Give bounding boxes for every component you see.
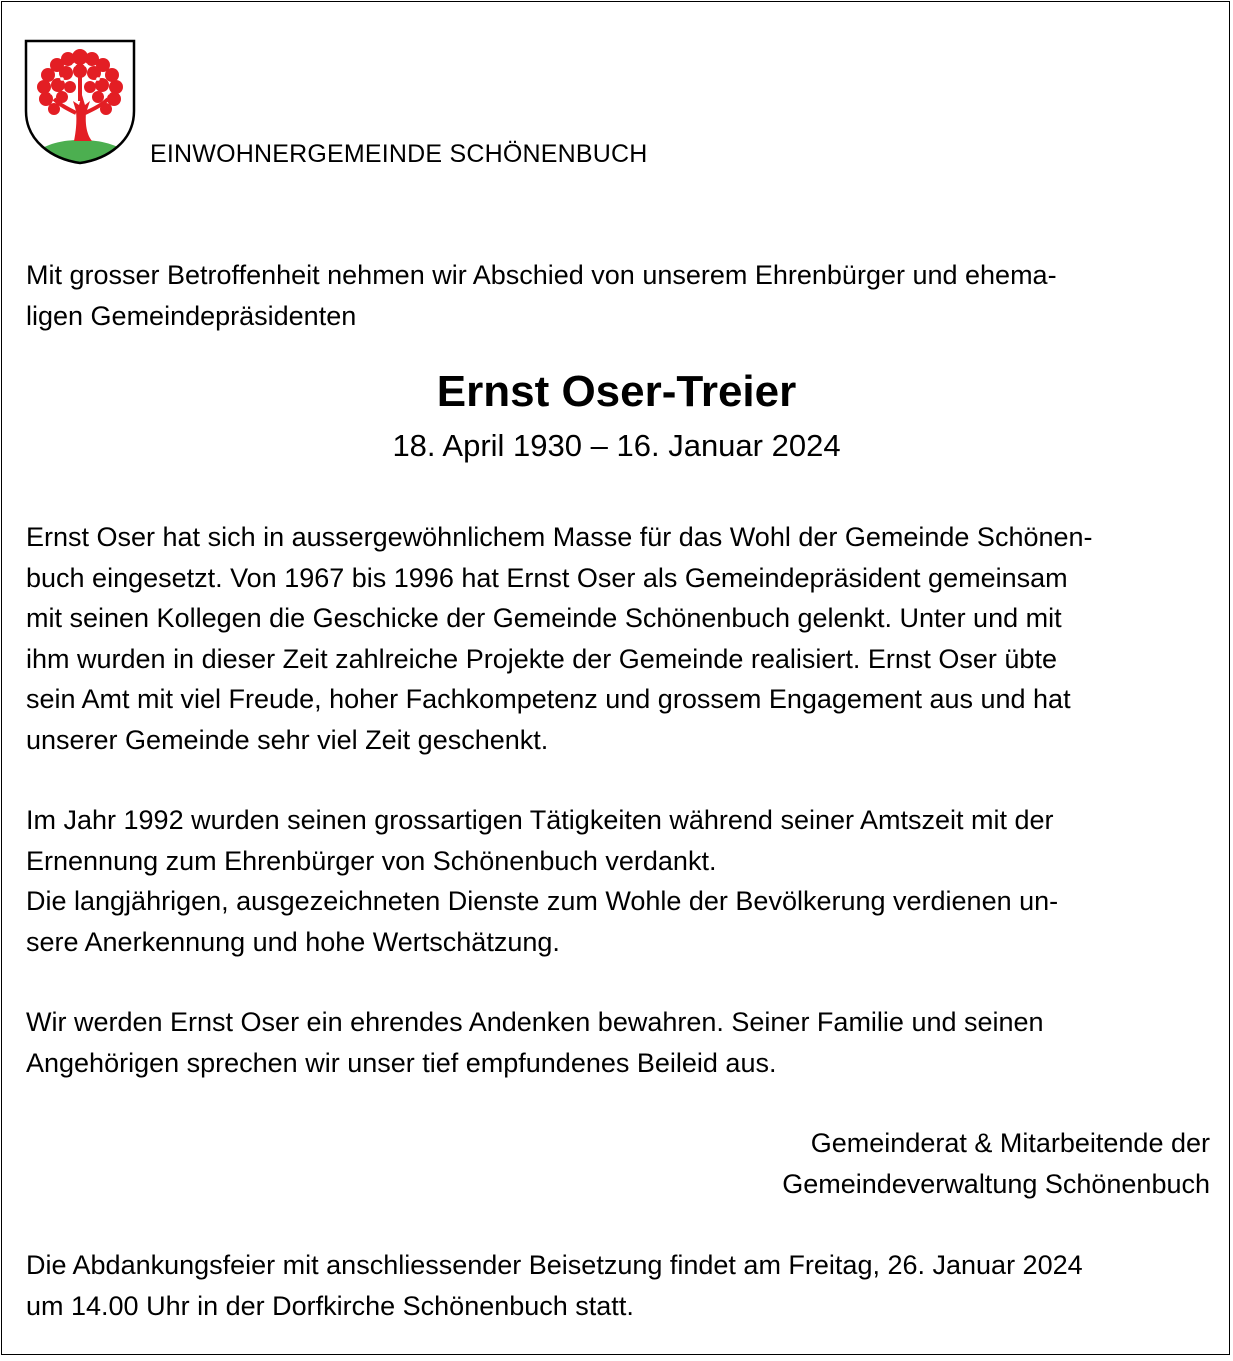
- life-dates: 18. April 1930 – 16. Januar 2024: [392, 428, 841, 463]
- paragraph-line: ihm wurden in dieser Zeit zahlreiche Projekte der Gemeinde realisiert. Ernst Oser übte: [26, 643, 1057, 674]
- paragraph-line: Im Jahr 1992 wurden seinen grossartigen Tätigkeiten während seiner Amtszeit mit der: [26, 805, 1054, 835]
- paragraph-line: Angehörigen sprechen wir unser tief empfundenes Beileid aus.: [26, 1047, 777, 1078]
- intro-text: [26, 255, 1216, 336]
- paragraph-line: Ernst Oser hat sich in aussergewöhnlichem Masse für das Wohl der Gemeinde Schönen-: [26, 522, 1093, 552]
- intro-line: ligen Gemeindepräsidenten: [26, 300, 357, 331]
- paragraph-line: Die langjährigen, ausgezeichneten Dienste zum Wohle der Bevölkerung verdienen un-: [26, 886, 1059, 916]
- paragraph-line: Ernennung zum Ehrenbürger von Schönenbuch verdankt.: [26, 845, 717, 876]
- honors-paragraph: [26, 800, 1216, 962]
- funeral-info: [26, 1245, 1216, 1326]
- intro-line: Mit grosser Betroffenheit nehmen wir Abschied von unserem Ehrenbürger und ehema-: [26, 260, 1057, 290]
- paragraph-line: sein Amt mit viel Freude, hoher Fachkompetenz und grossem Engagement aus und hat: [26, 684, 1071, 714]
- paragraph-line: Wir werden Ernst Oser ein ehrendes Andenken bewahren. Seiner Familie und seinen: [26, 1007, 1044, 1037]
- condolence-paragraph: [26, 1002, 1216, 1083]
- coat-of-arms-icon: [24, 39, 136, 165]
- paragraph-line: unserer Gemeinde sehr viel Zeit geschenkt.: [26, 724, 549, 755]
- organization-name: EINWOHNERGEMEINDE SCHÖNENBUCH: [150, 140, 648, 168]
- deceased-name: Ernst Oser-Treier: [436, 367, 797, 416]
- paragraph-line: sere Anerkennung und hohe Wertschätzung.: [26, 926, 560, 957]
- tribute-paragraph: [26, 517, 1216, 760]
- signature-line: Gemeindeverwaltung Schönenbuch: [782, 1168, 1210, 1199]
- signature: [2, 1123, 1210, 1204]
- funeral-line: Die Abdankungsfeier mit anschliessender Beisetzung findet am Freitag, 26. Januar 2024: [26, 1250, 1083, 1280]
- signature-line: Gemeinderat & Mitarbeitende der: [810, 1128, 1210, 1158]
- paragraph-line: buch eingesetzt. Von 1967 bis 1996 hat Ernst Oser als Gemeindepräsident gemeinsam: [26, 562, 1068, 593]
- funeral-line: um 14.00 Uhr in der Dorfkirche Schönenbuch statt.: [26, 1290, 634, 1321]
- obituary-notice: [1, 1, 1230, 1355]
- paragraph-line: mit seinen Kollegen die Geschicke der Gemeinde Schönenbuch gelenkt. Unter und mit: [26, 603, 1062, 633]
